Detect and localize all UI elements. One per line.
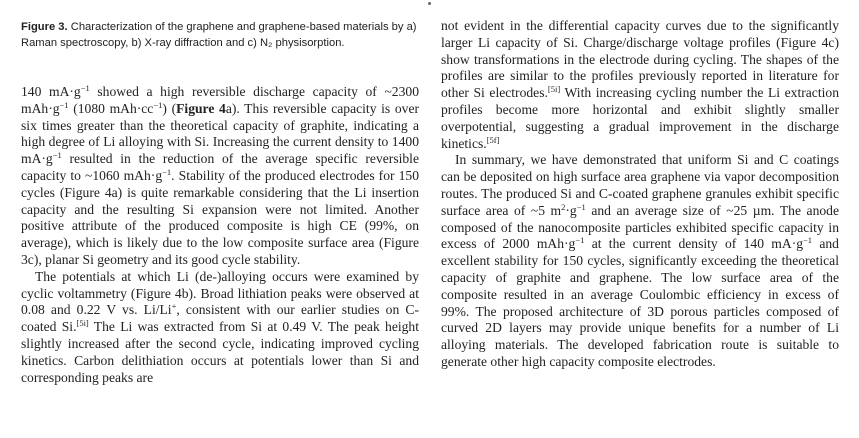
right-body: [441, 18, 839, 371]
text-run: (1080 mAh·cc: [68, 100, 154, 116]
superscript: −1: [575, 235, 585, 246]
superscript: +: [171, 301, 177, 312]
superscript: −1: [576, 201, 586, 212]
text-run: In summary, we have demonstrated that uniform Si and C coatings can be deposited on high surface area graphene via vapor decomposition routes. The produced Si and C-coated graphene granules exhibit specific surface area of ~5 m: [441, 152, 839, 218]
text-run: a). This reversible capacity is over six times greater than the theoretical capacity of graphite, indicating a high degree of Li alloying with Si. Increasing the current density to 1400 mA·g: [21, 100, 420, 167]
text-run: 140 mA·g: [21, 84, 81, 99]
page-mark: [428, 2, 431, 5]
text-run: The potentials at which Li (de-)alloying occurs were examined by cyclic voltammetry (Figure 4b). Broad lithiation peaks were observed at 0.08 and 0.22 V vs. Li/Li: [21, 268, 419, 318]
text-run: The Li was extracted from Si at 0.49 V. The peak height slightly increased after the second cycle, indicating improved cycling kinetics. Carbon delithiation occurs at potentials lower than Si and corresponding peaks are: [21, 319, 419, 385]
caption-text: Characterization of the graphene and graphene-based materials by a) Raman spectroscopy, b) X-ray diffraction and c) N₂ physisorption.: [21, 21, 417, 49]
citation: [5i]: [547, 84, 561, 95]
paragraph: [441, 18, 839, 152]
citation: [5i]: [76, 318, 89, 329]
right-column: [441, 0, 839, 371]
superscript: −1: [80, 83, 90, 93]
caption-label: Figure 3.: [21, 21, 68, 33]
text-run: at the current density of 140 mA·g: [584, 236, 804, 252]
text-run: and excellent stability for 150 cycles, significantly exceeding the theoretical capacity of graphite and graphene. The low surface area of the composite resulted in an average Coulombic efficiency in excess of 99%. The proposed architecture of 3D porous particles composed of curved 2D layers may provide unique benefits for a number of Li alloying materials. The developed fabrication route is suitable to generate other high capacity composite electrodes.: [441, 236, 839, 369]
text-run: resulted in the reduction of the average specific reversible capacity to ~1060 mAh·g: [21, 151, 419, 183]
text-run: and an average size of ~25 µm. The anode composed of the nanocomposite particles exhibited specific capacity in excess of 2000 mAh·g: [441, 202, 840, 252]
paragraph: [21, 269, 419, 387]
superscript: −1: [59, 99, 69, 110]
text-run: , consistent with our earlier studies on C-coated Si.: [21, 302, 419, 335]
text-run: ) (: [162, 100, 177, 116]
text-run: . Stability of the produced electrodes for 150 cycles (Figure 4a) is quite remarkable considering that the Li insertion capacity and the resulting Si expansion were not limited. Another positive attribute of the produced composite is high CE (99%, on average), which is likely due to the low composite surface area (Figure 3c), planar Si geometry and its good cycle stability.: [21, 167, 419, 267]
paragraph: [21, 84, 419, 269]
text-run: ·g: [565, 202, 577, 218]
left-column: [21, 0, 419, 386]
superscript: −1: [52, 150, 62, 161]
text-run: showed a high reversible discharge capacity of ~2300 mAh·g: [21, 84, 419, 116]
citation: [5f]: [486, 134, 500, 145]
superscript: −1: [162, 166, 172, 177]
superscript: −1: [803, 235, 813, 246]
superscript: −1: [153, 99, 163, 110]
paragraph: [441, 152, 839, 370]
text-run: With increasing cycling number the Li extraction profiles become more horizontal and exhibit slightly smaller overpotential, suggesting a gradual improvement in the discharge kinetics.: [441, 85, 839, 151]
figure-caption: [21, 19, 419, 51]
superscript: 2: [561, 201, 566, 212]
text-run: not evident in the differential capacity curves due to the significantly larger Li capacity of Si. Charge/discharge voltage profiles (Figure 4c) show transformations in the electrode during cycling. The shapes of the profiles are similar to the profiles previously reported in literature for other Si electrodes.: [441, 18, 839, 101]
figure-reference: Figure 4: [176, 100, 226, 116]
left-body: [21, 84, 419, 386]
